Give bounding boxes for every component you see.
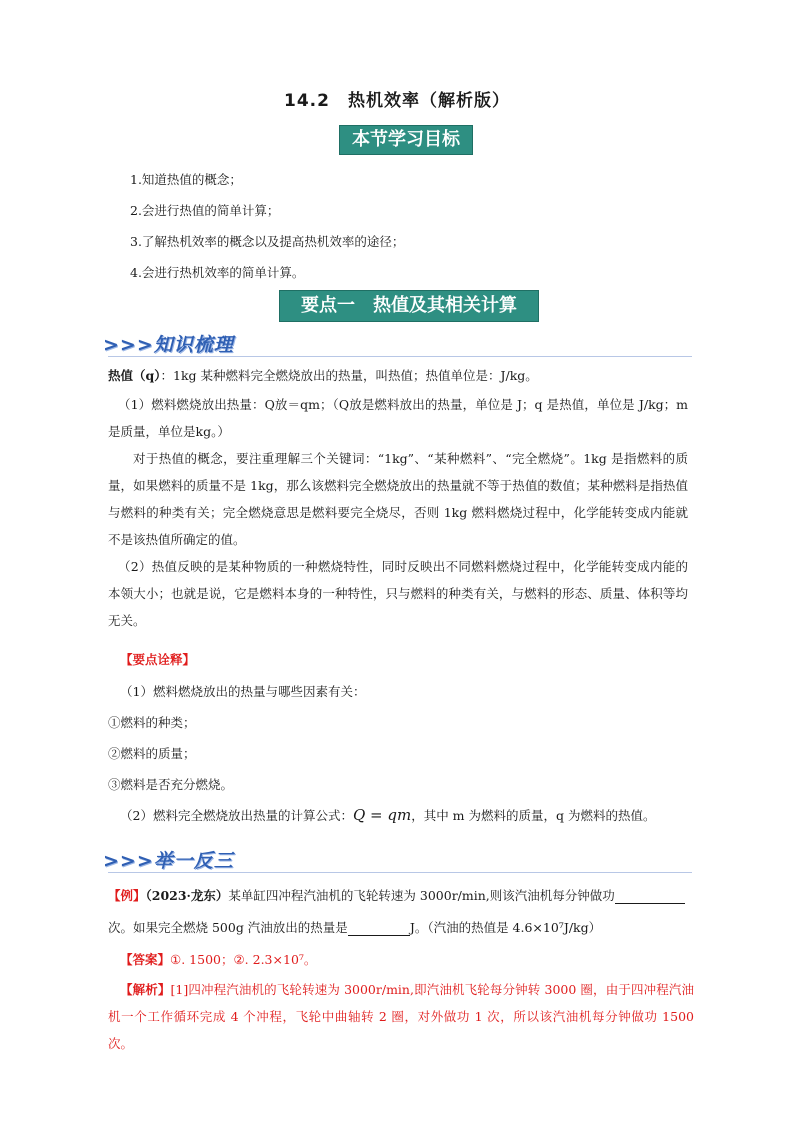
practice-section-rule bbox=[108, 872, 692, 873]
paragraph-key-words: 对于热值的概念，要注重理解三个关键词：“1kg”、“某种燃料”、“完全燃烧”。1kg 是指燃料的质量，如果燃料的质量不是 1kg，那么该燃料完全燃烧放出的热量就不等于热值的数值；某种燃料是指热值与燃料的种类有关；完全燃烧意思是燃料要完全烧尽，否则 1kg 燃料燃烧过程中，化学能转变成内能就不是该热值所确定的值。 bbox=[108, 451, 688, 547]
answer-text: ①. 1500；②. 2.3×10⁷。 bbox=[170, 952, 317, 967]
answer-blank-1 bbox=[615, 889, 685, 904]
example-question-part-2: 次。如果完全燃烧 500g 汽油放出的热量是 bbox=[108, 920, 348, 935]
example-line-2 bbox=[108, 918, 601, 936]
example-question-part-1: 某单缸四冲程汽油机的飞轮转速为 3000r/min,则该汽油机每分钟做功 bbox=[228, 888, 615, 903]
paragraph-heat-formula: （1）燃料燃烧放出热量：Q放＝qm；（Q放是燃料放出的热量，单位是 J；q 是热值，单位是 J/kg；m 是质量，单位是kg。） bbox=[108, 397, 688, 439]
paragraph-heat-property: （2）热值反映的是某种物质的一种燃烧特性，同时反映出不同燃料燃烧过程中，化学能转变成内能的本领大小；也就是说，它是燃料本身的一种特性，只与燃料的种类有关，与燃料的形态、质量、体积等均无关。 bbox=[108, 559, 688, 628]
knowledge-section-heading: >>>知识梳理 bbox=[103, 334, 234, 356]
example-question-part-3: J。（汽油的热值是 4.6×10⁷J/kg） bbox=[409, 920, 602, 935]
goal-item-1: 1.知道热值的概念； bbox=[130, 172, 242, 187]
note-line-3: ②燃料的质量； bbox=[108, 746, 196, 761]
analysis-paragraph bbox=[108, 976, 694, 1057]
answer-label: 【答案】 bbox=[120, 952, 171, 967]
heat-value-definition bbox=[108, 366, 538, 384]
note-line-2: ①燃料的种类； bbox=[108, 715, 196, 730]
note-line-1: （1）燃料燃烧放出的热量与哪些因素有关： bbox=[120, 684, 366, 699]
heat-value-label: 热值（q） bbox=[108, 368, 161, 383]
goal-item-4: 4.会进行热机效率的简单计算。 bbox=[130, 265, 305, 280]
heat-formula: Q = qm bbox=[352, 806, 412, 824]
example-line-1 bbox=[108, 886, 685, 904]
analysis-text: [1]四冲程汽油机的飞轮转速为 3000r/min,即汽油机飞轮每分钟转 3000 圈，由于四冲程汽油机一个工作循环完成 4 个冲程，飞轮中曲轴转 2 圈，对外做功 1 次，所以该汽油机每分钟做功 1500 次。 bbox=[108, 982, 694, 1051]
key-point-banner: 要点一 热值及其相关计算 bbox=[279, 290, 539, 322]
note-label: 【要点诠释】 bbox=[120, 652, 196, 667]
analysis-label: 【解析】 bbox=[120, 982, 171, 997]
formula-suffix: ，其中 m 为燃料的质量，q 为燃料的热值。 bbox=[411, 808, 656, 823]
answer-line bbox=[120, 950, 316, 968]
answer-blank-2 bbox=[348, 921, 410, 936]
goal-item-2: 2.会进行热值的简单计算； bbox=[130, 203, 280, 218]
learning-goals-banner: 本节学习目标 bbox=[339, 125, 473, 155]
example-source: （2023·龙东） bbox=[145, 888, 229, 903]
heat-value-text: ：1kg 某种燃料完全燃烧放出的热量，叫热值；热值单位是：J/kg。 bbox=[160, 368, 538, 383]
formula-prefix: （2）燃料完全燃烧放出热量的计算公式： bbox=[120, 808, 353, 823]
formula-line bbox=[120, 806, 655, 824]
goal-item-3: 3.了解热机效率的概念以及提高热机效率的途径； bbox=[130, 234, 405, 249]
note-line-4: ③燃料是否充分燃烧。 bbox=[108, 777, 234, 792]
example-label: 【例】 bbox=[108, 888, 146, 903]
knowledge-section-rule bbox=[108, 356, 692, 357]
page-title: 14.2 热机效率（解析版） bbox=[284, 91, 510, 111]
practice-section-heading: >>>举一反三 bbox=[103, 850, 234, 872]
